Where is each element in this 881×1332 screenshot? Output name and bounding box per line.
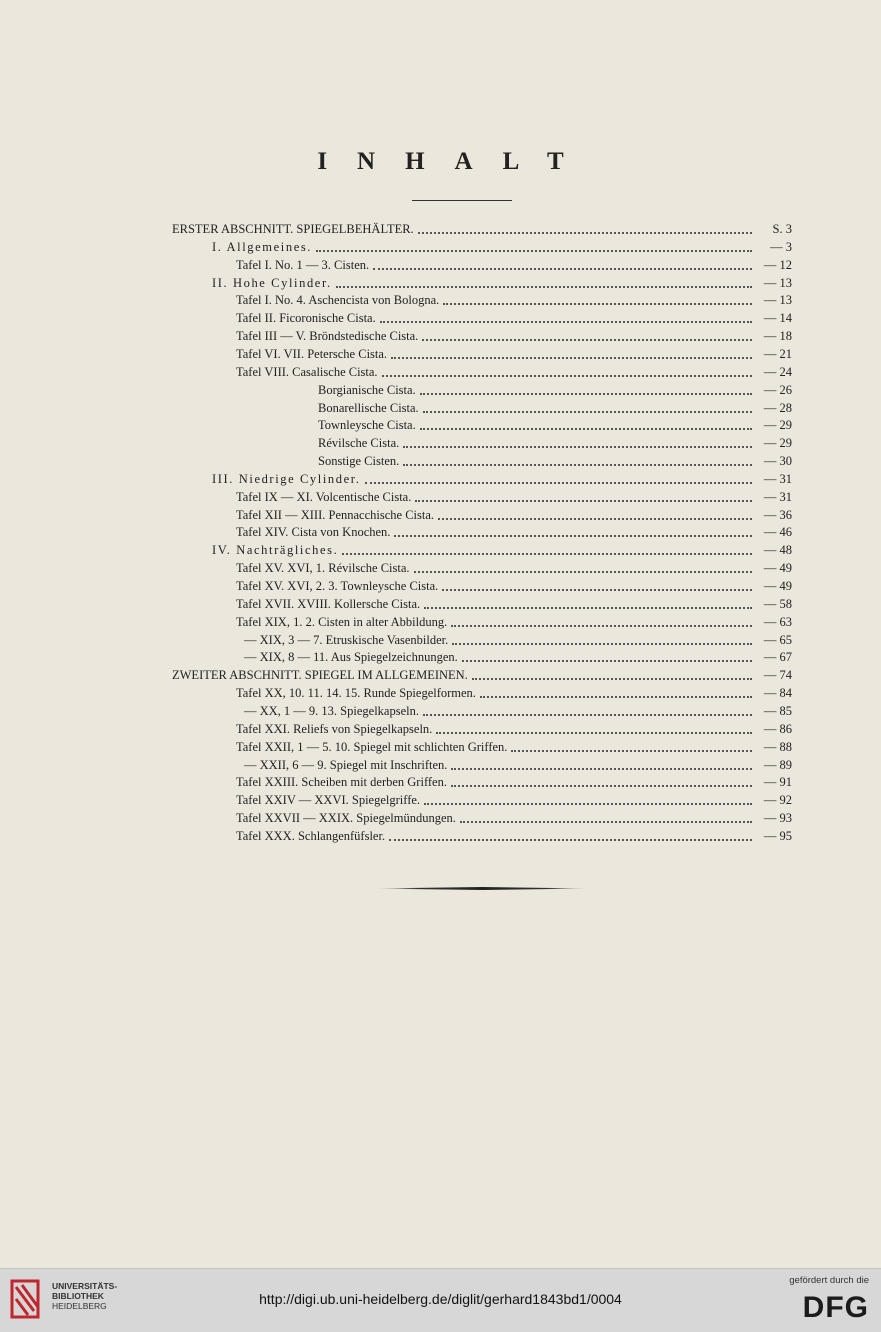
toc-entry-page: — 24 <box>763 364 792 379</box>
toc-leader-dots <box>373 258 752 270</box>
toc-leader-dots <box>472 668 752 680</box>
toc-entry <box>318 399 792 417</box>
toc-leader-dots <box>391 347 752 359</box>
toc-entry <box>212 470 792 488</box>
toc-entry-page: — 29 <box>763 418 792 433</box>
toc-entry-label: I. Allgemeines. <box>212 239 313 254</box>
toc-entry <box>236 684 792 702</box>
toc-leader-dots <box>443 293 752 305</box>
toc-entry-page: — 84 <box>763 686 792 701</box>
toc-entry <box>172 220 792 238</box>
toc-entry <box>236 506 792 524</box>
toc-leader-dots <box>420 418 752 430</box>
toc-entry-label: Tafel I. No. 4. Aschencista von Bologna. <box>236 293 440 308</box>
toc-entry-page: — 58 <box>763 596 792 611</box>
end-ornament-rule <box>375 887 590 890</box>
toc-entry-page: — 30 <box>763 454 792 469</box>
toc-entry-page: — 18 <box>763 329 792 344</box>
toc-entry <box>236 256 792 274</box>
toc-entry <box>236 363 792 381</box>
toc-leader-dots <box>415 490 752 502</box>
viewer-footer <box>0 1268 881 1332</box>
toc-entry <box>236 720 792 738</box>
toc-entry-label: — XIX, 3 — 7. Etruskische Vasenbilder. <box>244 632 449 647</box>
toc-entry <box>318 381 792 399</box>
toc-entry-label: Tafel VI. VII. Petersche Cista. <box>236 346 388 361</box>
toc-entry <box>236 488 792 506</box>
toc-leader-dots <box>423 401 752 413</box>
toc-entry <box>318 416 792 434</box>
toc-entry-label: Tafel XVII. XVIII. Kollersche Cista. <box>236 596 421 611</box>
toc-entry-page: — 14 <box>763 311 792 326</box>
toc-entry-page: — 49 <box>763 561 792 576</box>
toc-entry-page: — 85 <box>763 703 792 718</box>
toc-entry-label: Tafel II. Ficoronische Cista. <box>236 311 376 326</box>
toc-leader-dots <box>342 543 752 555</box>
toc-entry-label: Tafel I. No. 1 — 3. Cisten. <box>236 257 370 272</box>
toc-leader-dots <box>422 329 752 341</box>
toc-entry <box>236 791 792 809</box>
toc-entry-page: — 88 <box>763 739 792 754</box>
toc-entry <box>236 559 792 577</box>
toc-entry-label: IV. Nachträgliches. <box>212 543 339 558</box>
toc-entry-label: Sonstige Cisten. <box>318 454 400 469</box>
toc-entry <box>236 577 792 595</box>
toc-entry <box>212 541 792 559</box>
toc-entry-label: Tafel XIX, 1. 2. Cisten in alter Abbildung. <box>236 614 448 629</box>
toc-leader-dots <box>420 383 752 395</box>
toc-entry-page: — 67 <box>763 650 792 665</box>
toc-entry <box>244 756 792 774</box>
toc-entry <box>236 309 792 327</box>
funded-by-label: gefördert durch die <box>789 1275 869 1286</box>
toc-entry <box>244 631 792 649</box>
toc-entry-label: Tafel XV. XVI, 2. 3. Townleysche Cista. <box>236 579 439 593</box>
toc-leader-dots <box>438 508 752 520</box>
toc-entry-label: Tafel XIV. Cista von Knochen. <box>236 525 391 540</box>
university-line-2: BIBLIOTHEK <box>52 1291 104 1301</box>
toc-entry-page: — 95 <box>763 828 792 843</box>
toc-leader-dots <box>460 811 752 823</box>
toc-leader-dots <box>394 525 752 537</box>
toc-entry-label: — XIX, 8 — 11. Aus Spiegelzeichnungen. <box>244 650 458 665</box>
toc-entry-page: — 28 <box>763 400 792 415</box>
toc-entry-page: — 89 <box>763 757 792 772</box>
toc-leader-dots <box>336 276 752 288</box>
toc-entry-label: Tafel XX, 10. 11. 14. 15. Runde Spiegelformen. <box>236 686 476 701</box>
toc-entry <box>236 809 792 827</box>
toc-entry <box>236 523 792 541</box>
toc-entry-page: — 26 <box>763 382 792 397</box>
toc-entry-page: — 31 <box>763 471 792 486</box>
toc-entry-page: — 31 <box>763 489 792 504</box>
toc-entry-page: — 12 <box>763 257 792 272</box>
toc-leader-dots <box>511 740 752 752</box>
toc-entry-page: — 13 <box>763 293 792 308</box>
title-divider <box>412 200 512 201</box>
toc-entry-page: — 74 <box>763 668 792 683</box>
toc-entry-label: Tafel XXX. Schlangenfüfsler. <box>236 828 386 843</box>
toc-entry-label: Tafel XXIV — XXVI. Spiegelgriffe. <box>236 793 421 808</box>
toc-entry-label: ZWEITER ABSCHNITT. SPIEGEL IM ALLGEMEINEN. <box>172 668 468 683</box>
toc-entry-page: — 63 <box>763 614 792 629</box>
toc-entry-label: Bonarellische Cista. <box>318 400 419 415</box>
toc-leader-dots <box>480 686 752 698</box>
toc-leader-dots <box>365 472 752 484</box>
toc-leader-dots <box>418 222 752 234</box>
toc-leader-dots <box>462 650 752 662</box>
toc-entry <box>172 666 792 684</box>
toc-leader-dots <box>451 615 752 627</box>
toc-entry <box>244 702 792 720</box>
toc-entry-label: III. Niedrige Cylinder. <box>212 471 361 486</box>
toc-entry-label: Tafel VIII. Casalische Cista. <box>236 364 378 379</box>
toc-leader-dots <box>403 436 752 448</box>
toc-leader-dots <box>424 597 752 609</box>
permalink-url[interactable]: http://digi.ub.uni-heidelberg.de/diglit/gerhard1843bd1/0004 <box>259 1291 622 1307</box>
toc-leader-dots <box>382 365 752 377</box>
toc-entry <box>236 738 792 756</box>
toc-entry-label: — XX, 1 — 9. 13. Spiegelkapseln. <box>244 703 419 718</box>
toc-entry-page: — 29 <box>763 436 792 451</box>
toc-entry <box>212 274 792 292</box>
toc-leader-dots <box>424 793 752 805</box>
toc-entry-page: S. 3 <box>772 222 792 236</box>
toc-leader-dots <box>442 579 752 591</box>
toc-entry-label: Borgianische Cista. <box>318 382 416 397</box>
university-line-3: HEIDELBERG <box>52 1301 107 1311</box>
toc-entry <box>236 595 792 613</box>
toc-entry <box>318 452 792 470</box>
toc-entry <box>318 434 792 452</box>
toc-entry-label: Tafel XXI. Reliefs von Spiegelkapseln. <box>236 721 433 736</box>
toc-leader-dots <box>380 311 752 323</box>
toc-entry-label: Tafel XXII, 1 — 5. 10. Spiegel mit schlichten Griffen. <box>236 739 508 754</box>
toc-entry-page: — 65 <box>763 632 792 647</box>
toc-entry <box>244 648 792 666</box>
toc-leader-dots <box>423 704 752 716</box>
toc-entry-label: Tafel XXIII. Scheiben mit derben Griffen. <box>236 775 447 790</box>
toc-entry-page: — 48 <box>763 543 792 558</box>
toc-entry <box>236 773 792 791</box>
toc-entry-page: — 49 <box>763 579 792 593</box>
page-title: INHALT <box>317 148 594 175</box>
dfg-logo: DFG <box>802 1291 869 1324</box>
toc-entry-label: Tafel IX — XI. Volcentische Cista. <box>236 489 412 504</box>
university-line-1: UNIVERSITÄTS- <box>52 1281 118 1291</box>
toc-leader-dots <box>451 758 752 770</box>
toc-entry-label: Tafel XII — XIII. Pennacchische Cista. <box>236 507 435 522</box>
toc-entry-page: — 3 <box>770 239 792 254</box>
toc-entry <box>236 613 792 631</box>
toc-entry-label: Townleysche Cista. <box>318 418 416 433</box>
toc-entry-page: — 91 <box>763 775 792 790</box>
toc-entry-label: Tafel XV. XVI, 1. Révilsche Cista. <box>236 561 410 576</box>
toc-entry <box>236 327 792 345</box>
toc-entry-label: ERSTER ABSCHNITT. SPIEGELBEHÄLTER. <box>172 222 414 236</box>
toc-entry <box>236 345 792 363</box>
toc-entry <box>236 291 792 309</box>
toc-entry-page: — 93 <box>763 811 792 826</box>
toc-leader-dots <box>316 240 752 252</box>
toc-entry-page: — 46 <box>763 525 792 540</box>
toc-leader-dots <box>414 561 752 573</box>
toc-leader-dots <box>436 722 752 734</box>
toc-entry-label: — XXII, 6 — 9. Spiegel mit Inschriften. <box>244 757 448 772</box>
toc-entry-label: Tafel III — V. Bröndstedische Cista. <box>236 329 419 344</box>
toc-leader-dots <box>389 829 752 841</box>
toc-entry-page: — 21 <box>763 346 792 361</box>
toc-entry-page: — 36 <box>763 507 792 522</box>
toc-entry-page: — 86 <box>763 721 792 736</box>
toc-entry <box>236 827 792 845</box>
toc-entry-label: Révilsche Cista. <box>318 436 400 451</box>
toc-leader-dots <box>451 775 752 787</box>
toc-entry-page: — 92 <box>763 793 792 808</box>
toc-entry-page: — 13 <box>763 275 792 290</box>
toc-entry <box>212 238 792 256</box>
toc-leader-dots <box>403 454 752 466</box>
toc-leader-dots <box>452 633 752 645</box>
toc-entry-label: II. Hohe Cylinder. <box>212 275 332 290</box>
toc-entry-label: Tafel XXVII — XXIX. Spiegelmündungen. <box>236 811 456 826</box>
